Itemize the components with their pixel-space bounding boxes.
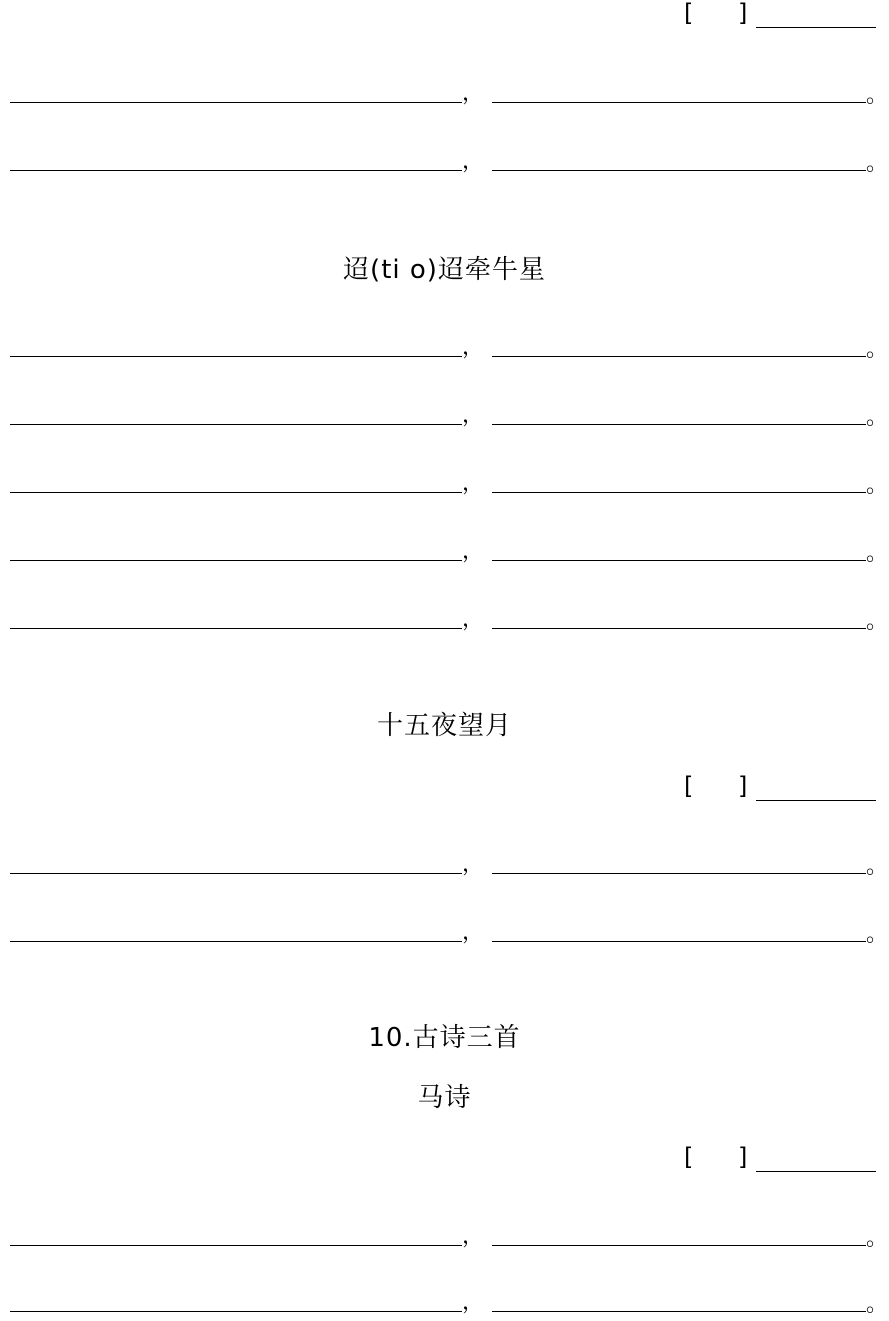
blank-line-right[interactable]	[492, 356, 866, 357]
period: 。	[866, 1226, 889, 1251]
blank-line-left[interactable]	[10, 628, 462, 629]
blank-line-right[interactable]	[492, 492, 866, 493]
comma: ，	[462, 1290, 485, 1315]
blank-line-left[interactable]	[10, 356, 462, 357]
author-blank[interactable]	[684, 0, 876, 30]
right-bracket: ]	[738, 1143, 748, 1171]
blank-line-left[interactable]	[10, 1245, 462, 1246]
comma: ，	[462, 539, 485, 564]
poem-line	[0, 601, 889, 634]
blank-line-right[interactable]	[492, 628, 866, 629]
poem-title: 马诗	[417, 1083, 472, 1113]
poem-line	[0, 533, 889, 566]
poem-line	[0, 75, 889, 108]
blank-line-left[interactable]	[10, 941, 462, 942]
author-blank[interactable]	[684, 1144, 876, 1174]
comma: ，	[462, 81, 485, 106]
poem-line	[0, 397, 889, 430]
comma: ，	[462, 607, 485, 632]
comma: ，	[462, 471, 485, 496]
poem-title: 迢(ti o)迢牵牛星	[343, 255, 546, 285]
comma: ，	[462, 920, 485, 945]
poem-title: 十五夜望月	[376, 711, 512, 741]
blank-line-right[interactable]	[492, 102, 866, 103]
poem-line	[0, 465, 889, 498]
period: 。	[866, 922, 889, 947]
comma: ，	[462, 1224, 485, 1249]
blank-line-right[interactable]	[492, 941, 866, 942]
poem-line	[0, 1218, 889, 1251]
comma: ，	[462, 149, 485, 174]
period: 。	[866, 609, 889, 634]
blank-line-left[interactable]	[10, 873, 462, 874]
period: 。	[866, 854, 889, 879]
blank-line-right[interactable]	[492, 170, 866, 171]
blank-line-left[interactable]	[10, 560, 462, 561]
poem-line	[0, 329, 889, 362]
blank-line-right[interactable]	[492, 424, 866, 425]
comma: ，	[462, 852, 485, 877]
poem-line	[0, 1284, 889, 1317]
left-bracket: [	[684, 0, 694, 27]
author-underline	[756, 27, 876, 28]
poem-line	[0, 143, 889, 176]
author-underline	[756, 1171, 876, 1172]
comma: ，	[462, 403, 485, 428]
author-underline	[756, 800, 876, 801]
blank-line-left[interactable]	[10, 492, 462, 493]
author-blank[interactable]	[684, 773, 876, 803]
period: 。	[866, 337, 889, 362]
blank-line-right[interactable]	[492, 560, 866, 561]
blank-line-right[interactable]	[492, 873, 866, 874]
period: 。	[866, 1292, 889, 1317]
left-bracket: [	[684, 1143, 694, 1171]
right-bracket: ]	[738, 0, 748, 27]
period: 。	[866, 151, 889, 176]
left-bracket: [	[684, 772, 694, 800]
period: 。	[866, 541, 889, 566]
blank-line-right[interactable]	[492, 1311, 866, 1312]
period: 。	[866, 473, 889, 498]
comma: ，	[462, 335, 485, 360]
blank-line-left[interactable]	[10, 102, 462, 103]
blank-line-left[interactable]	[10, 424, 462, 425]
section-title: 10.古诗三首	[368, 1023, 521, 1053]
poem-line	[0, 846, 889, 879]
poem-line	[0, 914, 889, 947]
blank-line-left[interactable]	[10, 170, 462, 171]
blank-line-right[interactable]	[492, 1245, 866, 1246]
period: 。	[866, 405, 889, 430]
period: 。	[866, 83, 889, 108]
right-bracket: ]	[738, 772, 748, 800]
blank-line-left[interactable]	[10, 1311, 462, 1312]
